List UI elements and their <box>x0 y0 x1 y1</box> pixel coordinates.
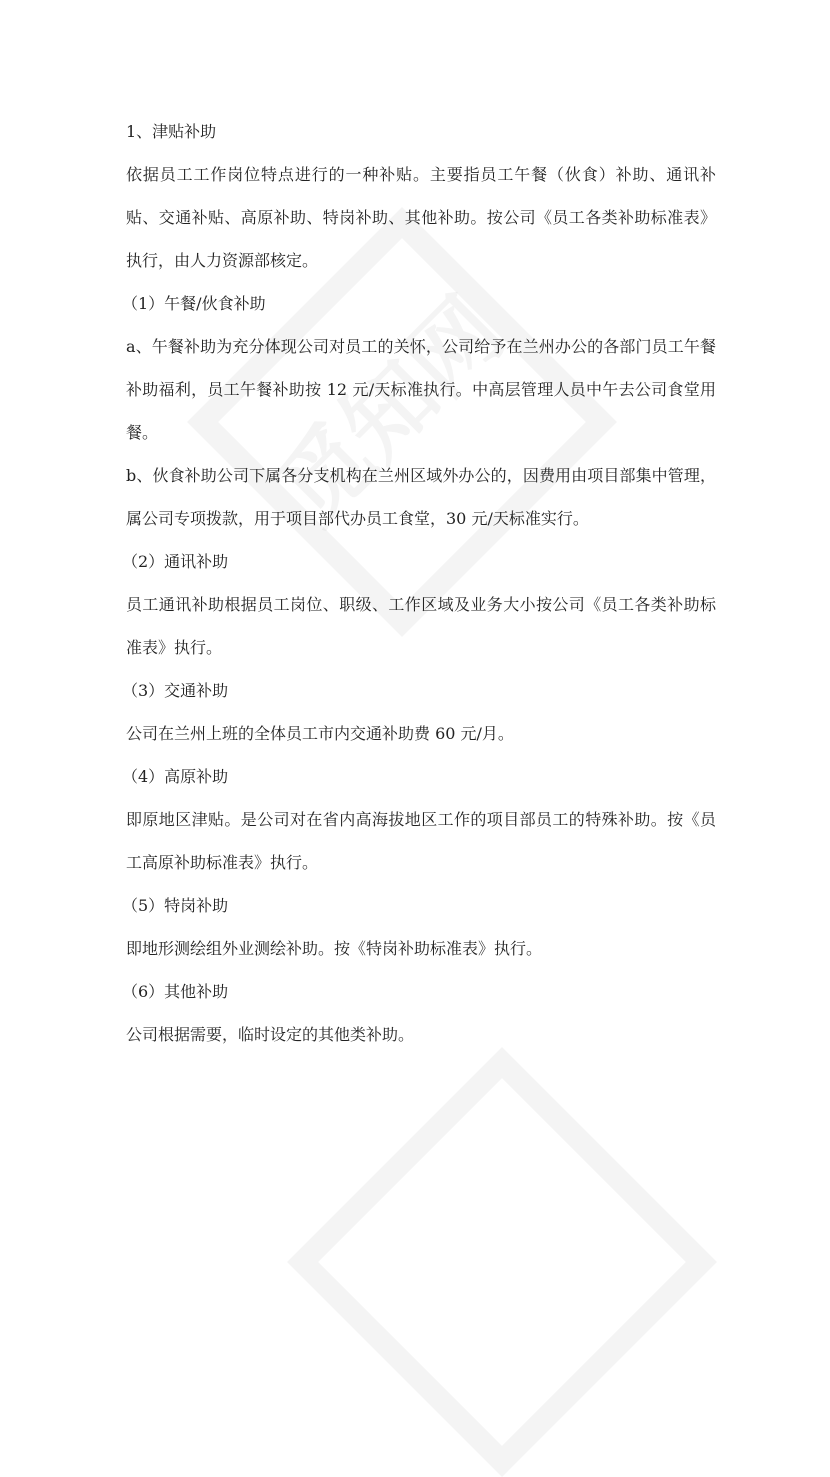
transport-paragraph: 公司在兰州上班的全体员工市内交通补助费 60 元/月。 <box>126 724 514 743</box>
intro-paragraph: 依据员工工作岗位特点进行的一种补贴。主要指员工午餐（伙食）补助、通讯补贴、交通补贴、高原补助、特岗补助、其他补助。按公司《员工各类补助标准表》执行，由人力资源部核定。 <box>126 165 716 270</box>
subsection-title-lunch: （1）午餐/伙食补助 <box>122 294 266 313</box>
subsection-title-transport: （3）交通补助 <box>122 681 229 700</box>
lunch-paragraph-a: a、午餐补助为充分体现公司对员工的关怀，公司给予在兰州办公的各部门员工午餐补助福利，员工午餐补助按 12 元/天标准执行。中高层管理人员中午去公司食堂用餐。 <box>126 337 716 442</box>
subsection-title-plateau: （4）高原补助 <box>122 767 229 786</box>
document-body <box>122 110 716 1056</box>
subsection-title-communication: （2）通讯补助 <box>122 552 229 571</box>
watermark-diamond-bottom <box>287 1047 717 1477</box>
plateau-paragraph: 即原地区津贴。是公司对在省内高海拔地区工作的项目部员工的特殊补助。按《员工高原补助标准表》执行。 <box>126 810 716 872</box>
other-paragraph: 公司根据需要，临时设定的其他类补助。 <box>126 1025 415 1044</box>
subsection-title-other: （6）其他补助 <box>122 982 229 1001</box>
lunch-paragraph-b: b、伙食补助公司下属各分支机构在兰州区域外办公的，因费用由项目部集中管理，属公司专项拨款，用于项目部代办员工食堂，30 元/天标准实行。 <box>126 466 716 528</box>
communication-paragraph: 员工通讯补助根据员工岗位、职级、工作区域及业务大小按公司《员工各类补助标准表》执行。 <box>126 595 716 657</box>
section-heading: 1、津贴补助 <box>126 122 217 141</box>
special-post-paragraph: 即地形测绘组外业测绘补助。按《特岗补助标准表》执行。 <box>126 939 543 958</box>
subsection-title-special-post: （5）特岗补助 <box>122 896 229 915</box>
